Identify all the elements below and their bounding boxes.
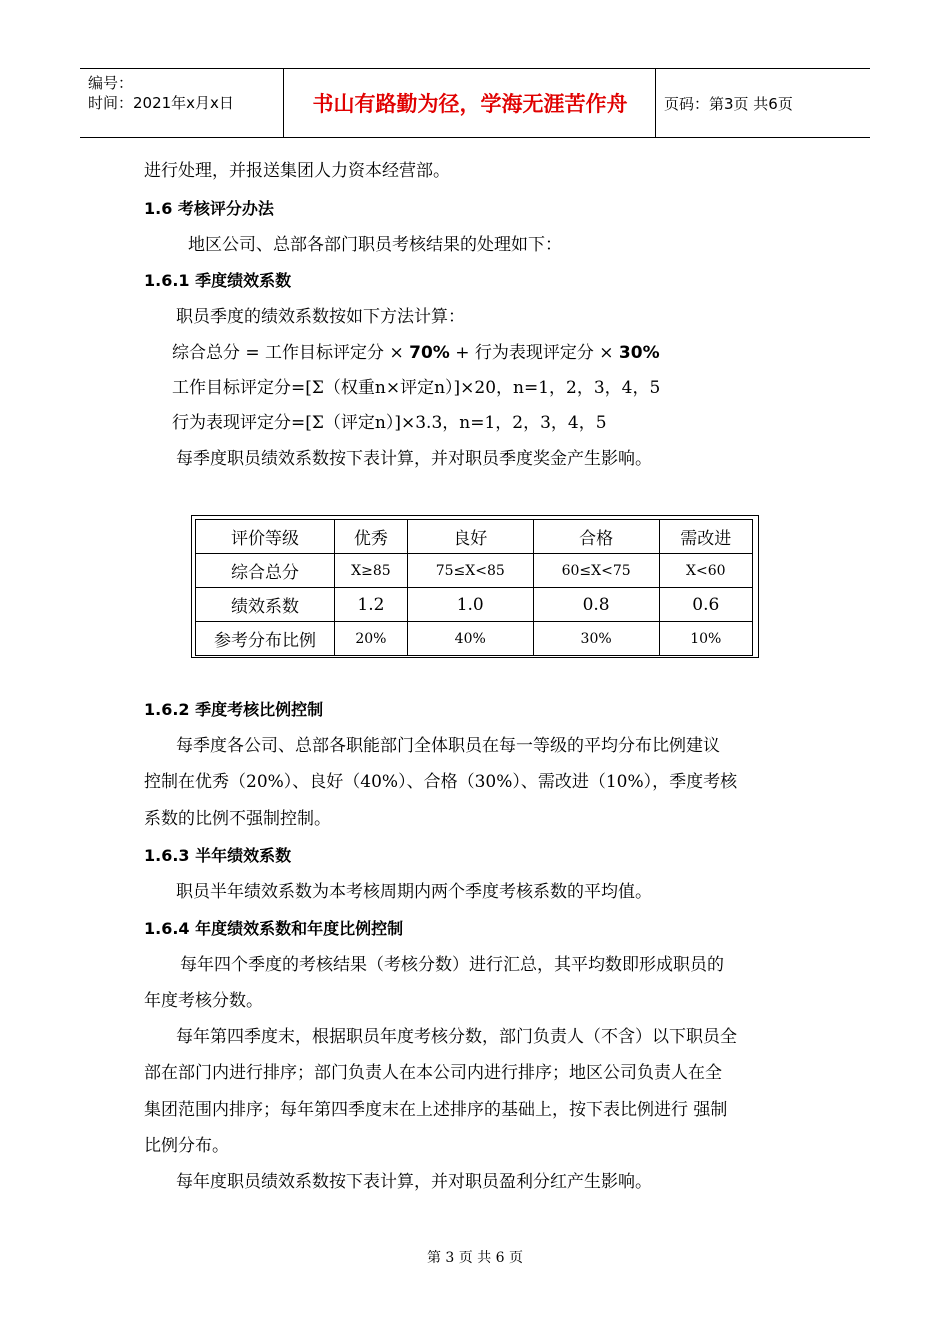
table-cell: 75≤X<85 [407, 554, 533, 588]
table-cell: 20% [335, 622, 408, 656]
section-heading-1-6: 1.6 考核评分办法 [144, 199, 274, 218]
header-page-label: 页码：第3页 共6页 [664, 95, 793, 113]
document-date-label: 时间：2021年x月x日 [88, 94, 234, 112]
coefficient-table [195, 519, 753, 656]
paragraph-1-6-4-b: 集团范围内排序；每年第四季度末在上述排序的基础上，按下表比例进行 强制 [144, 1100, 728, 1120]
table-header-cell: 需改进 [659, 520, 752, 554]
table-cell: 30% [533, 622, 659, 656]
table-row [196, 588, 753, 622]
table-cell: 60≤X<75 [533, 554, 659, 588]
table-cell: 0.6 [659, 588, 752, 622]
table-cell: 绩效系数 [196, 588, 335, 622]
table-header-row [196, 520, 753, 554]
section-heading-1-6-1: 1.6.1 季度绩效系数 [144, 271, 292, 290]
formula-text: + 行为表现评定分 × [449, 343, 619, 363]
table-cell: 10% [659, 622, 752, 656]
paragraph-1-6-2: 控制在优秀（20%）、良好（40%）、合格（30%）、需改进（10%），季度考核 [144, 772, 738, 792]
table-header-cell: 评价等级 [196, 520, 335, 554]
table-cell: X<60 [659, 554, 752, 588]
paragraph-1-6-4-b: 每年第四季度末，根据职员年度考核分数，部门负责人（不含）以下职员全 [176, 1027, 737, 1047]
table-row [196, 554, 753, 588]
section-heading-1-6-2: 1.6.2 季度考核比例控制 [144, 700, 324, 719]
header-meta [88, 73, 234, 113]
section-heading-1-6-3: 1.6.3 半年绩效系数 [144, 846, 292, 865]
formula-work-goal: 工作目标评定分=[Σ（权重n×评定n）]×20，n=1，2，3，4，5 [172, 378, 661, 398]
table-cell: 综合总分 [196, 554, 335, 588]
paragraph-1-6-2: 系数的比例不强制控制。 [144, 809, 331, 829]
paragraph-1-6-4-b: 比例分布。 [144, 1136, 229, 1156]
paragraph-line: 进行处理，并报送集团人力资本经营部。 [144, 161, 450, 181]
formula-weight-70: 70% [409, 343, 450, 363]
section-heading-1-6-4: 1.6.4 年度绩效系数和年度比例控制 [144, 919, 404, 938]
table-cell: 0.8 [533, 588, 659, 622]
formula-text: 综合总分 = 工作目标评定分 × [172, 343, 410, 363]
paragraph-1-6-1-b: 每季度职员绩效系数按下表计算，并对职员季度奖金产生影响。 [176, 449, 652, 469]
paragraph-1-6-4-c: 每年度职员绩效系数按下表计算，并对职员盈利分红产生影响。 [176, 1172, 652, 1192]
header-divider [655, 69, 656, 137]
document-number-label: 编号： [88, 74, 134, 92]
coefficient-table-frame [191, 515, 759, 658]
paragraph-1-6-4-b: 部在部门内进行排序；部门负责人在本公司内进行排序；地区公司负责人在全 [144, 1063, 722, 1083]
table-header-cell: 优秀 [335, 520, 408, 554]
formula-weight-30: 30% [618, 343, 660, 363]
page-footer: 第 3 页 共 6 页 [426, 1250, 524, 1266]
table-cell: 1.2 [335, 588, 408, 622]
table-cell: 1.0 [407, 588, 533, 622]
paragraph-1-6-4-a: 年度考核分数。 [144, 991, 263, 1011]
paragraph-1-6-1-a: 职员季度的绩效系数按如下方法计算： [176, 307, 465, 327]
table-header-cell: 良好 [407, 520, 533, 554]
formula-composite-score [172, 342, 660, 364]
paragraph-1-6-3: 职员半年绩效系数为本考核周期内两个季度考核系数的平均值。 [176, 882, 652, 902]
table-header-cell: 合格 [533, 520, 659, 554]
paragraph-1-6: 地区公司、总部各部门职员考核结果的处理如下： [188, 235, 562, 255]
formula-behavior: 行为表现评定分=[Σ（评定n）]×3.3，n=1，2，3，4，5 [172, 413, 607, 433]
paragraph-1-6-4-a: 每年四个季度的考核结果（考核分数）进行汇总，其平均数即形成职员的 [180, 955, 724, 975]
table-cell: 40% [407, 622, 533, 656]
table-cell: 参考分布比例 [196, 622, 335, 656]
table-row [196, 622, 753, 656]
table-cell: X≥85 [335, 554, 408, 588]
header-motto: 书山有路勤为径，学海无涯苦作舟 [312, 92, 628, 116]
page-header [80, 68, 870, 138]
paragraph-1-6-2: 每季度各公司、总部各职能部门全体职员在每一等级的平均分布比例建议 [176, 736, 720, 756]
